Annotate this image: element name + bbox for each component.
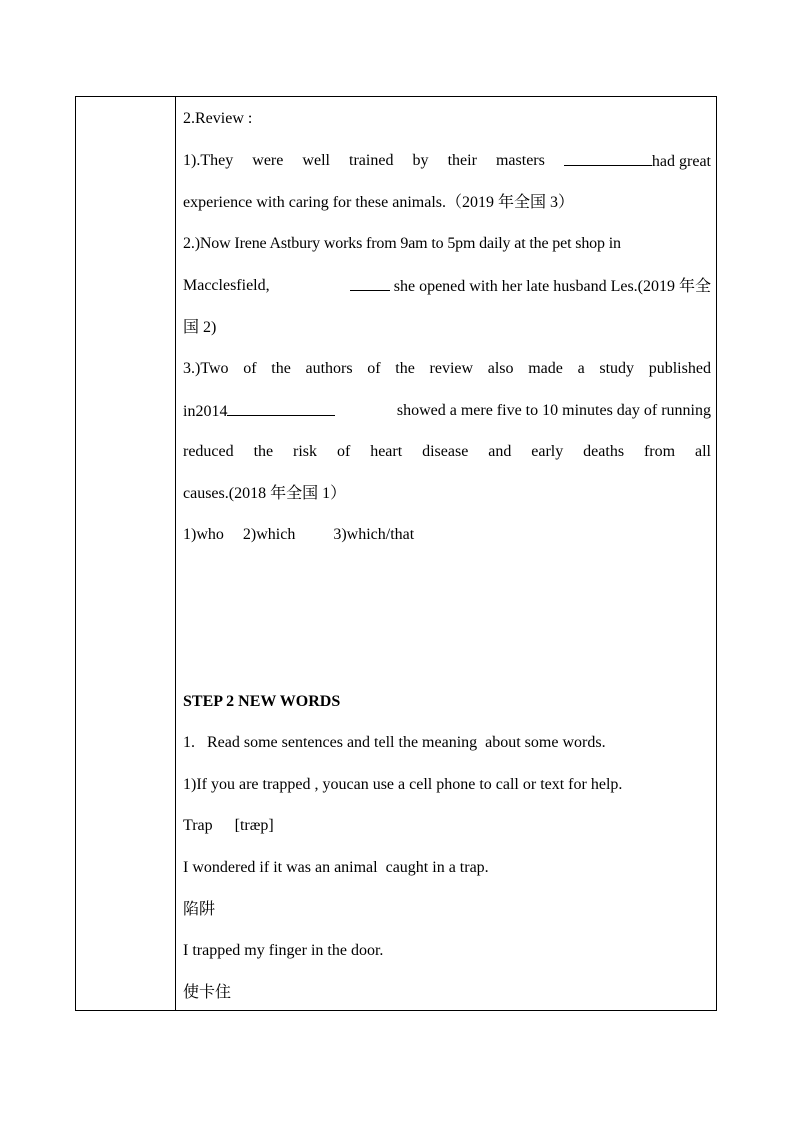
vocab-sentence2: I trapped my finger in the door.: [183, 942, 384, 959]
vocab-sentence1: I wondered if it was an animal caught in a trap.: [183, 859, 489, 876]
review-answers: [183, 525, 414, 545]
content-cell: [183, 97, 711, 1010]
review-q1-line1: 1).They were well trained by their masters had great: [183, 152, 711, 170]
vocab-word: Trap: [183, 817, 213, 834]
review-q3-line4: causes.(2018 年全国 1）: [183, 485, 347, 502]
review-q2-line3: 国 2): [183, 319, 217, 336]
step2-example1: 1)If you are trapped , youcan use a cell phone to call or text for help.: [183, 776, 623, 793]
step2-heading: STEP 2 NEW WORDS: [183, 693, 341, 710]
vocab-phonetic: [træp]: [234, 817, 274, 834]
left-column-cell: [76, 97, 176, 1010]
review-q2-line2: Macclesfield, she opened with her late husband Les.(2019 年全: [183, 277, 711, 295]
review-q2-line1: 2.)Now Irene Astbury works from 9am to 5pm daily at the pet shop in: [183, 235, 621, 252]
review-q1-line2: experience with caring for these animals.（2019 年全国 3）: [183, 194, 575, 211]
step2-instruction: 1. Read some sentences and tell the meaning about some words.: [183, 734, 606, 751]
vocab-meaning1: 陷阱: [183, 901, 216, 918]
review-heading: 2.Review :: [183, 110, 253, 127]
answer-blank[interactable]: [227, 401, 335, 416]
vocab-word-row: [183, 816, 274, 836]
review-q3-line2: in2014 showed a mere five to 10 minutes day of running: [183, 402, 711, 420]
lesson-table: [75, 96, 717, 1011]
answer-blank[interactable]: [350, 276, 390, 291]
review-q3-line1: 3.)Two of the authors of the review also made a study published: [183, 360, 711, 377]
answer-blank[interactable]: [564, 151, 652, 166]
answer-2: 2)which: [242, 526, 296, 543]
vocab-meaning2: 使卡住: [183, 984, 232, 1001]
answer-1: 1)who: [183, 526, 224, 543]
review-q3-line3: reduced the risk of heart disease and early deaths from all: [183, 443, 711, 460]
answer-3: 3)which/that: [333, 526, 415, 543]
